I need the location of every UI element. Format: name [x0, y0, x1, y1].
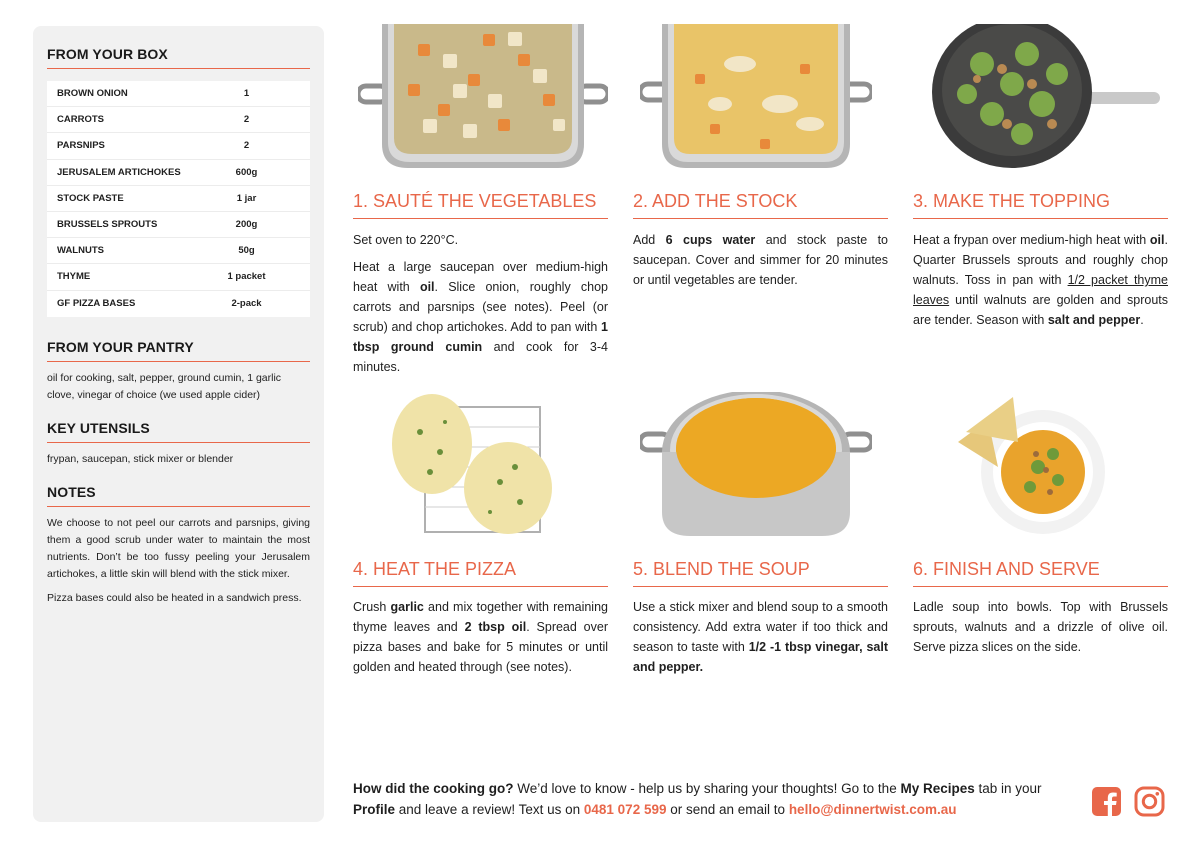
- ingredient-qty: 1 jar: [236, 192, 257, 204]
- step-1-body: [353, 230, 608, 384]
- step-bold: 6 cups water: [665, 233, 756, 247]
- ingredient-row: [47, 133, 310, 159]
- step-text: Use a stick mixer and blend soup to a smooth consistency. Add extra water if too thick and season to taste with: [633, 600, 888, 654]
- ingredient-qty: 2-pack: [231, 298, 262, 310]
- ingredient-qty: 600g: [235, 166, 258, 178]
- step-5-body: [633, 597, 888, 684]
- step-2-title: 2. ADD THE STOCK: [633, 191, 888, 219]
- step-text: . Spread over pizza bases and bake for 5 minutes or until golden and heated through (see notes).: [353, 620, 608, 674]
- pizza-bases-photo: [390, 392, 556, 538]
- note-paragraph: We choose to not peel our carrots and parsnips, giving them a good scrub under water to maintain the most nutrients. Don’t be too fussy peeling your Jerusalem artichokes, a little skin will blend with the stick mixer.: [47, 516, 310, 580]
- saute-vegetables-photo: [358, 24, 608, 170]
- step-bold: garlic: [390, 600, 424, 614]
- step-text: and stock paste to saucepan. Cover and simmer for 20 minutes or until vegetables are tender.: [633, 233, 888, 287]
- ingredient-name: BROWN ONION: [57, 88, 128, 100]
- step-1-oven-text: Set oven to 220°C.: [353, 233, 459, 247]
- sidebar: [33, 26, 324, 822]
- step-2-paragraph: [633, 230, 888, 290]
- step-bold: oil: [419, 280, 435, 294]
- step-3-paragraph: [913, 230, 1168, 330]
- ingredient-row: [47, 160, 310, 186]
- ingredients-table: [47, 81, 310, 317]
- ingredient-qty: 2: [243, 140, 250, 152]
- ingredient-row: [47, 291, 310, 317]
- ingredient-row: [47, 238, 310, 264]
- ingredient-name: CARROTS: [57, 114, 104, 126]
- ingredient-name: PARSNIPS: [57, 140, 105, 152]
- ingredient-name: JERUSALEM ARTICHOKES: [57, 166, 181, 178]
- step-text: . Quarter Brussels sprouts and roughly chop walnuts. Toss in pan with: [913, 233, 1168, 287]
- profile-link[interactable]: Profile: [353, 802, 396, 817]
- pantry-section: [47, 339, 310, 404]
- facebook-icon[interactable]: [1091, 786, 1122, 817]
- step-text: Add: [633, 233, 666, 247]
- step-bold: 2 tbsp oil: [464, 620, 527, 634]
- footer-text: and leave a review! Text us on: [395, 802, 584, 817]
- ingredient-qty: 50g: [238, 245, 255, 257]
- step-text: Heat a large saucepan over medium-high heat with: [353, 260, 608, 294]
- step-5-title: 5. BLEND THE SOUP: [633, 559, 888, 587]
- ingredient-row: [47, 264, 310, 290]
- step-bold: salt and pepper: [1047, 313, 1141, 327]
- pantry-text: oil for cooking, salt, pepper, ground cumin, 1 garlic clove, vinegar of choice (we used apple cider): [47, 371, 282, 401]
- step-text: Heat a frypan over medium-high heat with: [913, 233, 1150, 247]
- ingredient-row: [47, 186, 310, 212]
- step-bold: 1 tbsp ground cumin: [353, 320, 608, 354]
- step-text: .: [1140, 313, 1144, 327]
- step-text: until walnuts are golden and sprouts are tender. Season with: [913, 293, 1168, 327]
- phone-number-link[interactable]: 0481 072 599: [583, 802, 667, 817]
- utensils-text: frypan, saucepan, stick mixer or blender: [47, 452, 234, 465]
- ingredient-name: STOCK PASTE: [57, 192, 124, 204]
- step-3-title: 3. MAKE THE TOPPING: [913, 191, 1168, 219]
- ingredient-row: [47, 212, 310, 238]
- step-4-body: [353, 597, 608, 684]
- notes-heading: NOTES: [47, 484, 310, 507]
- instagram-icon[interactable]: [1134, 786, 1165, 817]
- email-link[interactable]: hello@dinnertwist.com.au: [788, 802, 957, 817]
- step-6-body: [913, 597, 1168, 664]
- ingredient-qty: 1: [243, 88, 250, 100]
- topping-frypan-photo: [932, 24, 1160, 170]
- footer-text: We’d love to know - help us by sharing your thoughts! Go to the: [513, 781, 901, 796]
- footer-text: tab in your: [974, 781, 1042, 796]
- step-text: and cook for 3-4 minutes.: [353, 340, 608, 374]
- utensils-heading: KEY UTENSILS: [47, 420, 310, 443]
- ingredient-qty: 1 packet: [227, 271, 266, 283]
- step-6-paragraph: Ladle soup into bowls. Top with Brussels sprouts, walnuts and a drizzle of olive oil. Serve pizza slices on the side.: [913, 600, 1168, 654]
- footer-question: How did the cooking go?: [353, 781, 514, 796]
- ingredient-qty: 2: [243, 114, 250, 126]
- ingredient-name: THYME: [57, 271, 91, 283]
- step-4-title: 4. HEAT THE PIZZA: [353, 559, 608, 587]
- ingredient-qty: 200g: [235, 219, 258, 231]
- feedback-footer: [353, 778, 1078, 820]
- ingredient-name: GF PIZZA BASES: [57, 298, 136, 310]
- my-recipes-link[interactable]: My Recipes: [900, 781, 975, 796]
- step-text: Crush: [353, 600, 391, 614]
- step-1-paragraph: [353, 257, 608, 377]
- blended-soup-photo: [640, 392, 872, 538]
- step-2-body: [633, 230, 888, 297]
- step-1-title: 1. SAUTÉ THE VEGETABLES: [353, 191, 608, 219]
- step-bold: oil: [1149, 233, 1165, 247]
- step-4-paragraph: [353, 597, 608, 677]
- step-text: . Slice onion, roughly chop carrots and parsnips (see notes). Peel (or scrub) and chop artichokes. Add to pan with: [353, 280, 608, 334]
- step-6-title: 6. FINISH AND SERVE: [913, 559, 1168, 587]
- step-underlined: 1/2 packet thyme leaves: [913, 273, 1168, 307]
- add-stock-photo: [640, 24, 872, 170]
- notes-section: [47, 484, 310, 607]
- note-paragraph: Pizza bases could also be heated in a sandwich press.: [47, 591, 302, 604]
- step-bold: 1/2 -1 tbsp vinegar, salt and pepper.: [633, 640, 889, 674]
- step-5-paragraph: [633, 597, 888, 677]
- step-text: and mix together with remaining thyme leaves and: [353, 600, 608, 634]
- finished-soup-bowl-photo: [958, 392, 1108, 538]
- utensils-section: [47, 420, 310, 468]
- footer-text: or send an email to: [666, 802, 789, 817]
- from-your-box-heading: FROM YOUR BOX: [47, 46, 310, 69]
- ingredient-name: WALNUTS: [57, 245, 104, 257]
- ingredient-row: [47, 107, 310, 133]
- ingredient-name: BRUSSELS SPROUTS: [57, 219, 158, 231]
- step-3-body: [913, 230, 1168, 337]
- ingredient-row: [47, 81, 310, 107]
- pantry-heading: FROM YOUR PANTRY: [47, 339, 310, 362]
